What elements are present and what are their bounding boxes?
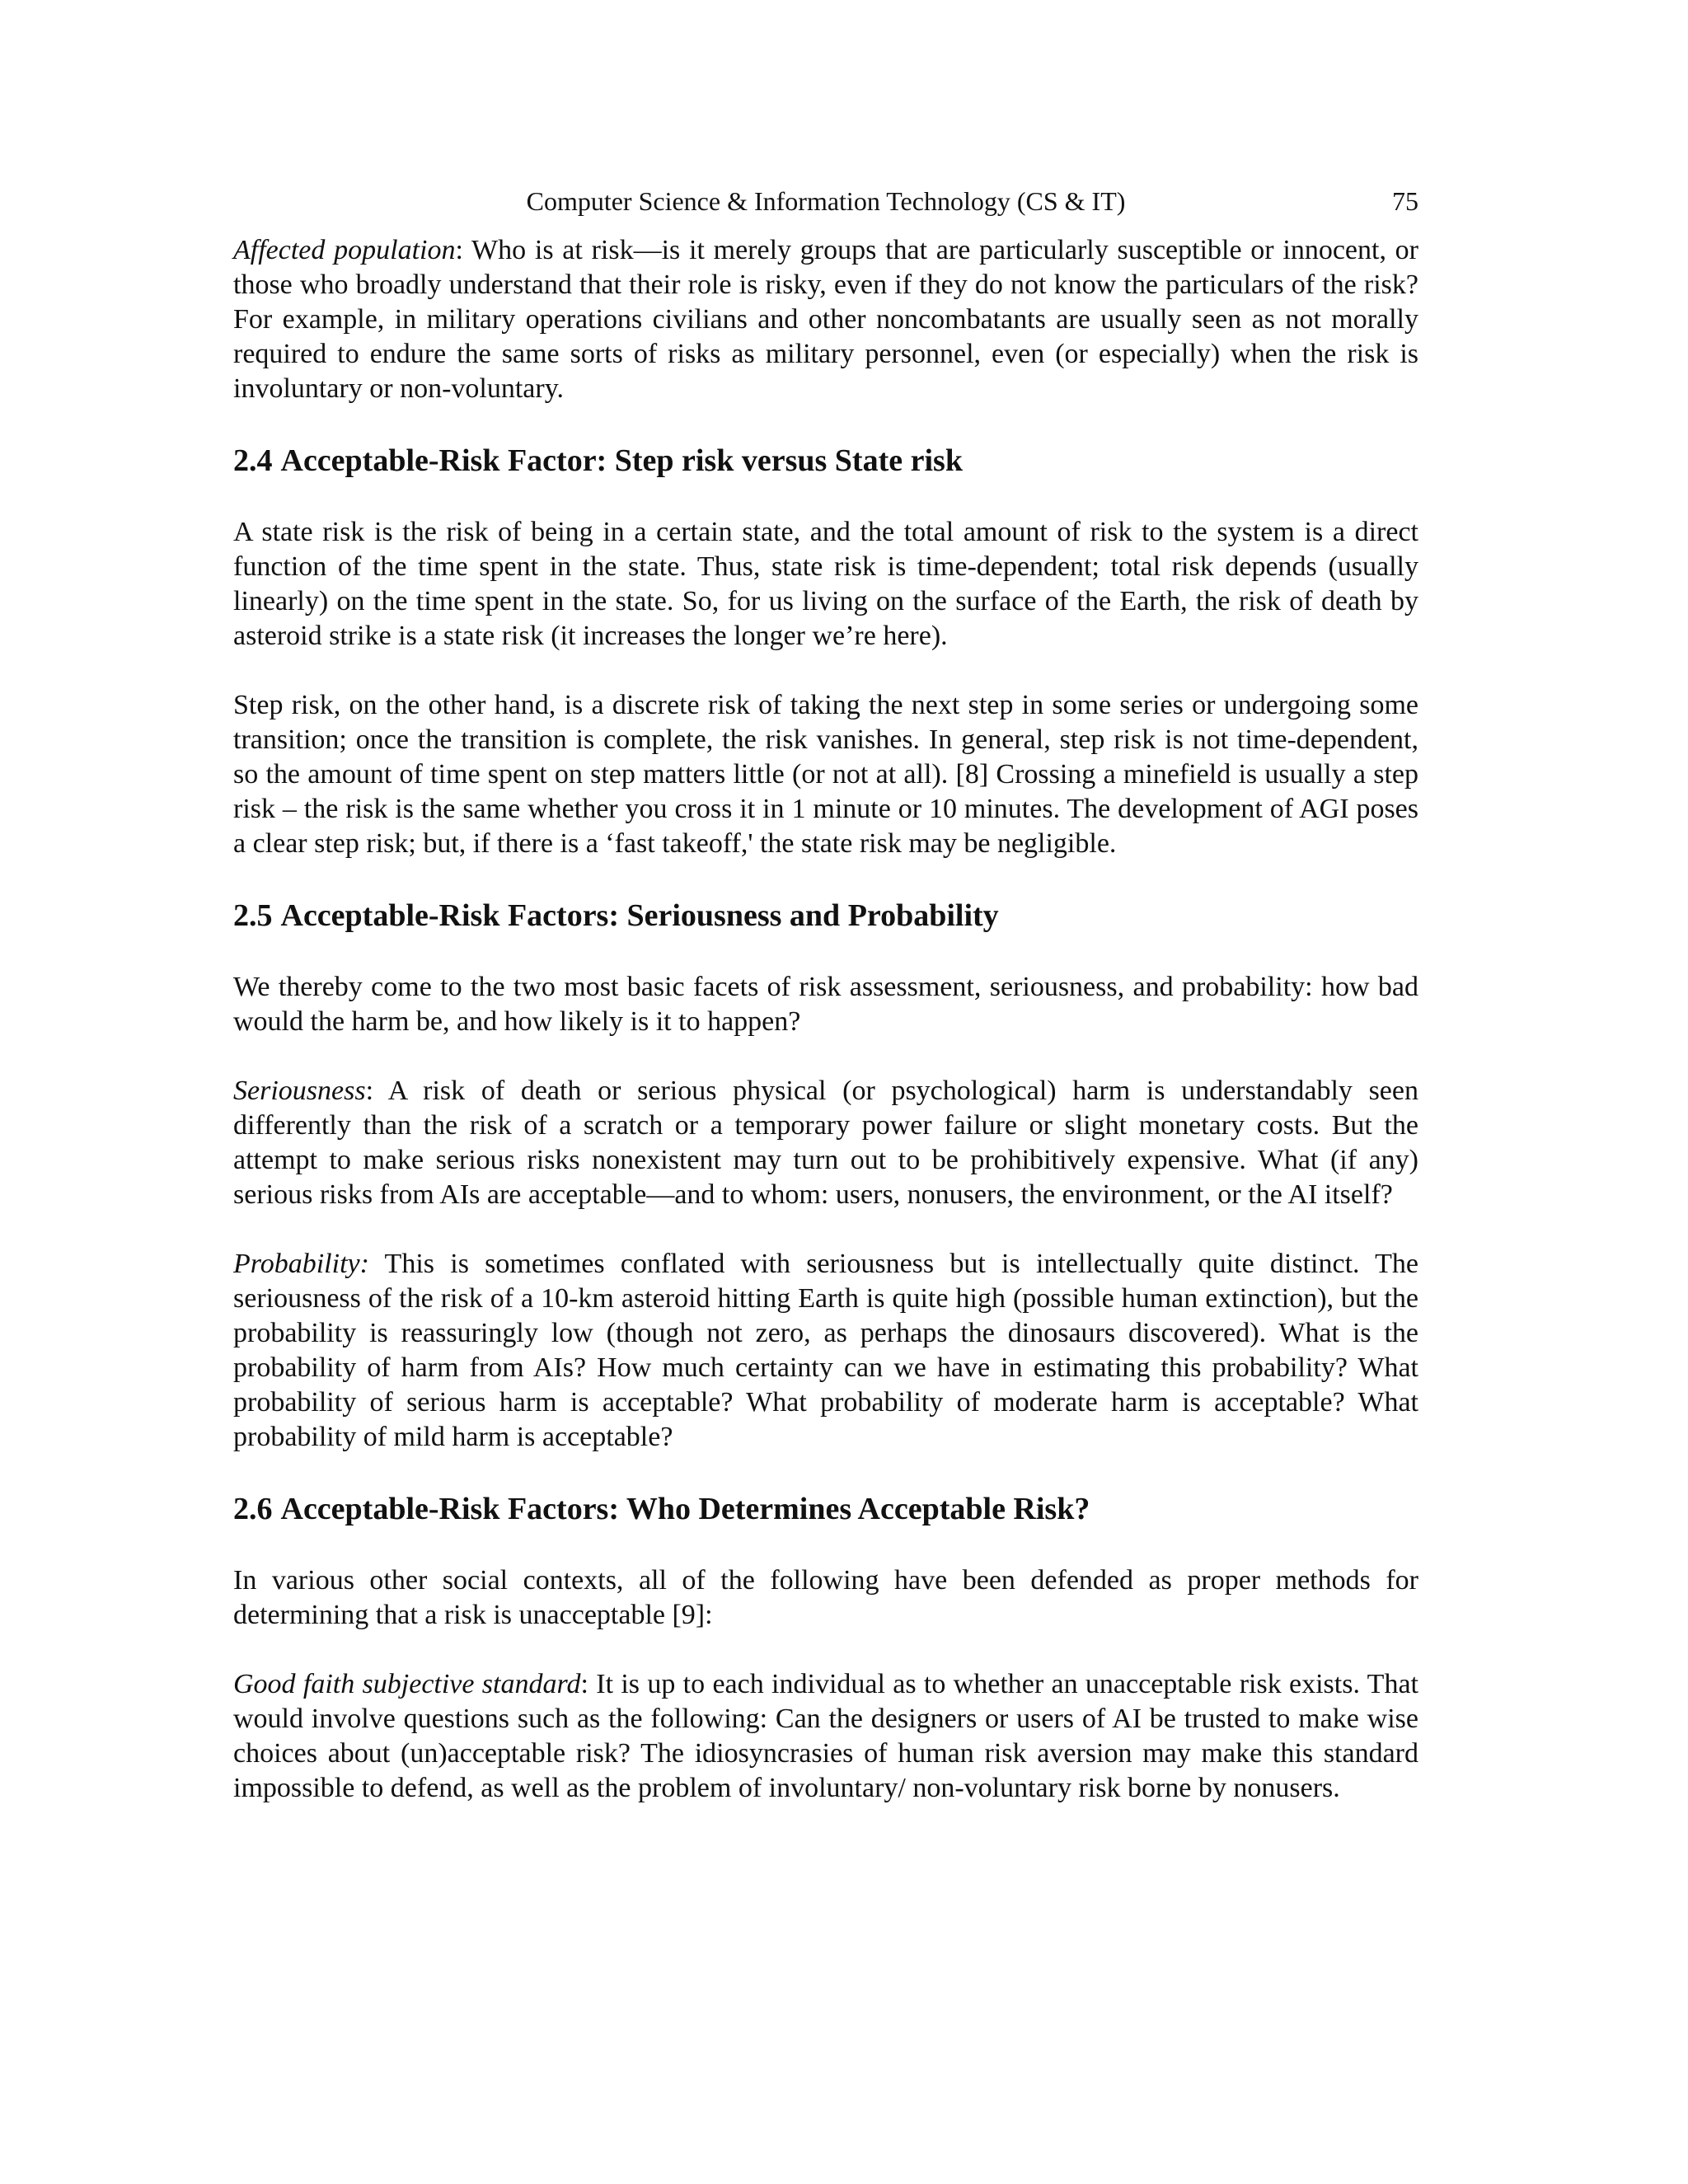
- probability-paragraph: [233, 1247, 1418, 1455]
- affected-population-paragraph: [233, 233, 1418, 406]
- probability-text: This is sometimes conflated with seriousness but is intellectually quite distinct. The seriousness of the risk of a 10-km asteroid hitting Earth is quite high (possible human extinction), but the probability is reassuringly low (though not zero, as perhaps the dinosaurs discovered). What is the probability of harm from AIs? How much certainty can we have in estimating this probability? What probability of serious harm is acceptable? What probability of moderate harm is acceptable? What probability of mild harm is acceptable?: [233, 1249, 1418, 1452]
- section-2-5-heading: [233, 896, 1418, 935]
- main-content: [233, 233, 1418, 1840]
- affected-population-text: : Who is at risk—is it merely groups that are particularly susceptible or innocent, or those who broadly understand that their role is risky, even if they do not know the particulars of the risk? For example, in military operations civilians and other noncombatants are usually seen as not morally required to endure the same sorts of risks as military personnel, even (or especially) when the risk is involuntary or non-voluntary.: [233, 235, 1419, 404]
- section-2-4-heading: [233, 441, 1418, 480]
- journal-title: Computer Science & Information Technology (CS & IT): [526, 186, 1126, 216]
- section-title: Acceptable-Risk Factor: Step risk versus State risk: [280, 443, 963, 478]
- page-number: 75: [1392, 186, 1418, 216]
- facets-paragraph: We thereby come to the two most basic facets of risk assessment, seriousness, and probability: how bad would the harm be, and how likely is it to happen?: [233, 972, 1418, 1037]
- good-faith-term: Good faith subjective standard: [233, 1669, 581, 1699]
- running-header: [233, 183, 1418, 219]
- section-title: Acceptable-Risk Factors: Seriousness and Probability: [280, 898, 999, 933]
- good-faith-paragraph: [233, 1667, 1418, 1806]
- section-title: Acceptable-Risk Factors: Who Determines Acceptable Risk?: [280, 1492, 1090, 1526]
- seriousness-paragraph: [233, 1074, 1418, 1212]
- probability-term: Probability:: [233, 1249, 369, 1279]
- section-number: 2.4: [233, 443, 273, 478]
- section-number: 2.6: [233, 1492, 273, 1526]
- section-2-6-heading: [233, 1489, 1418, 1529]
- step-risk-paragraph: Step risk, on the other hand, is a discrete risk of taking the next step in some series or undergoing some transition; once the transition is complete, the risk vanishes. In general, step risk is not time-dependent, so the amount of time spent on step matters little (or not at all). [8] Crossing a minefield is usually a step risk – the risk is the same whether you cross it in 1 minute or 10 minutes. The development of AGI poses a clear step risk; but, if there is a ‘fast takeoff,' the state risk may be negligible.: [233, 690, 1418, 859]
- seriousness-term: Seriousness: [233, 1076, 366, 1106]
- seriousness-text: : A risk of death or serious physical (or psychological) harm is understandably seen differently than the risk of a scratch or a temporary power failure or slight monetary costs. But the attempt to make serious risks nonexistent may turn out to be prohibitively expensive. What (if any) serious risks from AIs are acceptable—and to whom: users, nonusers, the environment, or the AI itself?: [233, 1076, 1418, 1210]
- affected-population-term: Affected population: [233, 235, 456, 265]
- state-risk-paragraph: A state risk is the risk of being in a certain state, and the total amount of risk to the system is a direct function of the time spent in the state. Thus, state risk is time-dependent; total risk depends (usually linearly) on the time spent in the state. So, for us living on the surface of the Earth, the risk of death by asteroid strike is a state risk (it increases the longer we’re here).: [233, 517, 1418, 651]
- methods-intro-paragraph: In various other social contexts, all of the following have been defended as proper methods for determining that a risk is unacceptable [9]:: [233, 1565, 1418, 1630]
- section-number: 2.5: [233, 898, 273, 933]
- good-faith-text: : It is up to each individual as to whether an unacceptable risk exists. That would involve questions such as the following: Can the designers or users of AI be trusted to make wise choices about (un)acceptable risk? The idiosyncrasies of human risk aversion may make this standard impossible to defend, as well as the problem of involuntary/ non-voluntary risk borne by nonusers.: [233, 1669, 1418, 1803]
